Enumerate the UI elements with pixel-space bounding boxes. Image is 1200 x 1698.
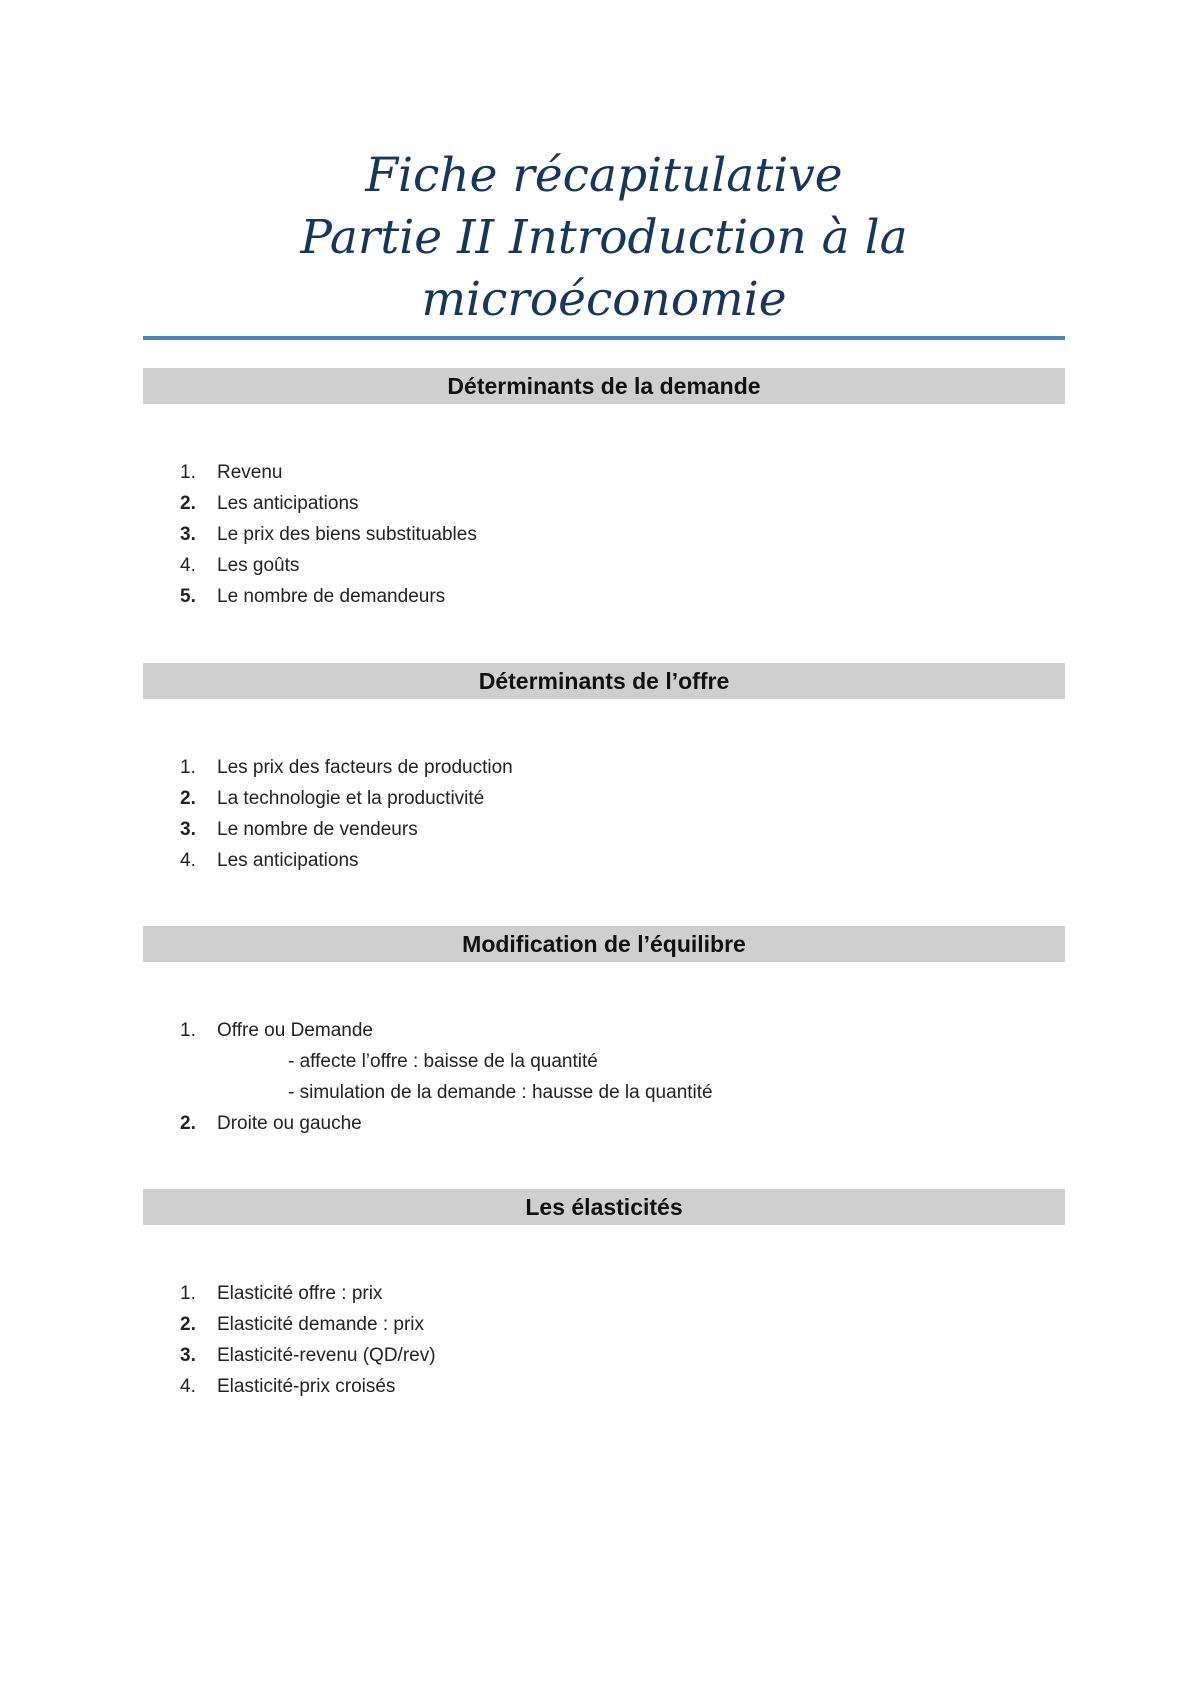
item-number: 3. — [180, 819, 196, 840]
item-text: Les prix des facteurs de production — [217, 757, 513, 778]
item-text: Revenu — [217, 462, 283, 483]
title-line-2: Partie II Introduction à la — [300, 210, 908, 265]
list-item — [143, 488, 1065, 519]
item-number: 4. — [180, 1376, 196, 1397]
item-text: Les anticipations — [217, 850, 359, 871]
item-text: Elasticité offre : prix — [217, 1283, 383, 1304]
list-item — [143, 1340, 1065, 1371]
section-demand-determinants — [143, 368, 1065, 612]
title-underline — [143, 336, 1065, 340]
item-text: Offre ou Demande — [217, 1020, 373, 1041]
list-item — [143, 845, 1065, 876]
section-supply-determinants — [143, 663, 1065, 876]
sub-list-item: - affecte l’offre : baisse de la quantité — [288, 1051, 598, 1072]
sub-list-item: - simulation de la demande : hausse de la quantité — [288, 1082, 713, 1103]
item-number: 2. — [180, 1113, 196, 1134]
list — [143, 752, 1065, 876]
item-number: 5. — [180, 586, 196, 607]
item-number: 2. — [180, 493, 196, 514]
list-item — [143, 752, 1065, 783]
list-item — [143, 1309, 1065, 1340]
item-text: Le prix des biens substituables — [217, 524, 477, 545]
list-item — [143, 550, 1065, 581]
list — [143, 457, 1065, 612]
item-number: 3. — [180, 1345, 196, 1366]
section-elasticities — [143, 1189, 1065, 1402]
item-text: La technologie et la productivité — [217, 788, 485, 809]
list-item — [143, 581, 1065, 612]
list-item — [143, 814, 1065, 845]
item-text: Elasticité-revenu (QD/rev) — [217, 1345, 436, 1366]
item-number: 1. — [180, 1283, 196, 1304]
section-heading: Les élasticités — [143, 1189, 1065, 1225]
section-equilibrium-change — [143, 926, 1065, 1139]
list — [143, 1278, 1065, 1402]
title-line-1: Fiche récapitulative — [365, 148, 843, 203]
item-number: 4. — [180, 555, 196, 576]
item-number: 2. — [180, 788, 196, 809]
list-item — [143, 519, 1065, 550]
item-text: Le nombre de demandeurs — [217, 586, 446, 607]
list-item — [143, 1108, 1065, 1139]
item-number: 1. — [180, 757, 196, 778]
item-number: 3. — [180, 524, 196, 545]
item-text: Les goûts — [217, 555, 300, 576]
item-text: Droite ou gauche — [217, 1113, 362, 1134]
list-item — [143, 1371, 1065, 1402]
list-item — [143, 457, 1065, 488]
item-text: Elasticité demande : prix — [217, 1314, 424, 1335]
document-title — [143, 145, 1065, 331]
item-text: Le nombre de vendeurs — [217, 819, 418, 840]
list — [143, 1015, 1065, 1139]
item-number: 1. — [180, 462, 196, 483]
list-item — [143, 1278, 1065, 1309]
item-text: Les anticipations — [217, 493, 359, 514]
item-number: 1. — [180, 1020, 196, 1041]
item-text: Elasticité-prix croisés — [217, 1376, 396, 1397]
item-number: 4. — [180, 850, 196, 871]
section-heading: Déterminants de la demande — [143, 368, 1065, 404]
list-item — [143, 783, 1065, 814]
item-number: 2. — [180, 1314, 196, 1335]
section-heading: Modification de l’équilibre — [143, 926, 1065, 962]
list-item — [143, 1015, 1065, 1046]
section-heading: Déterminants de l’offre — [143, 663, 1065, 699]
title-line-3: microéconomie — [421, 272, 787, 327]
